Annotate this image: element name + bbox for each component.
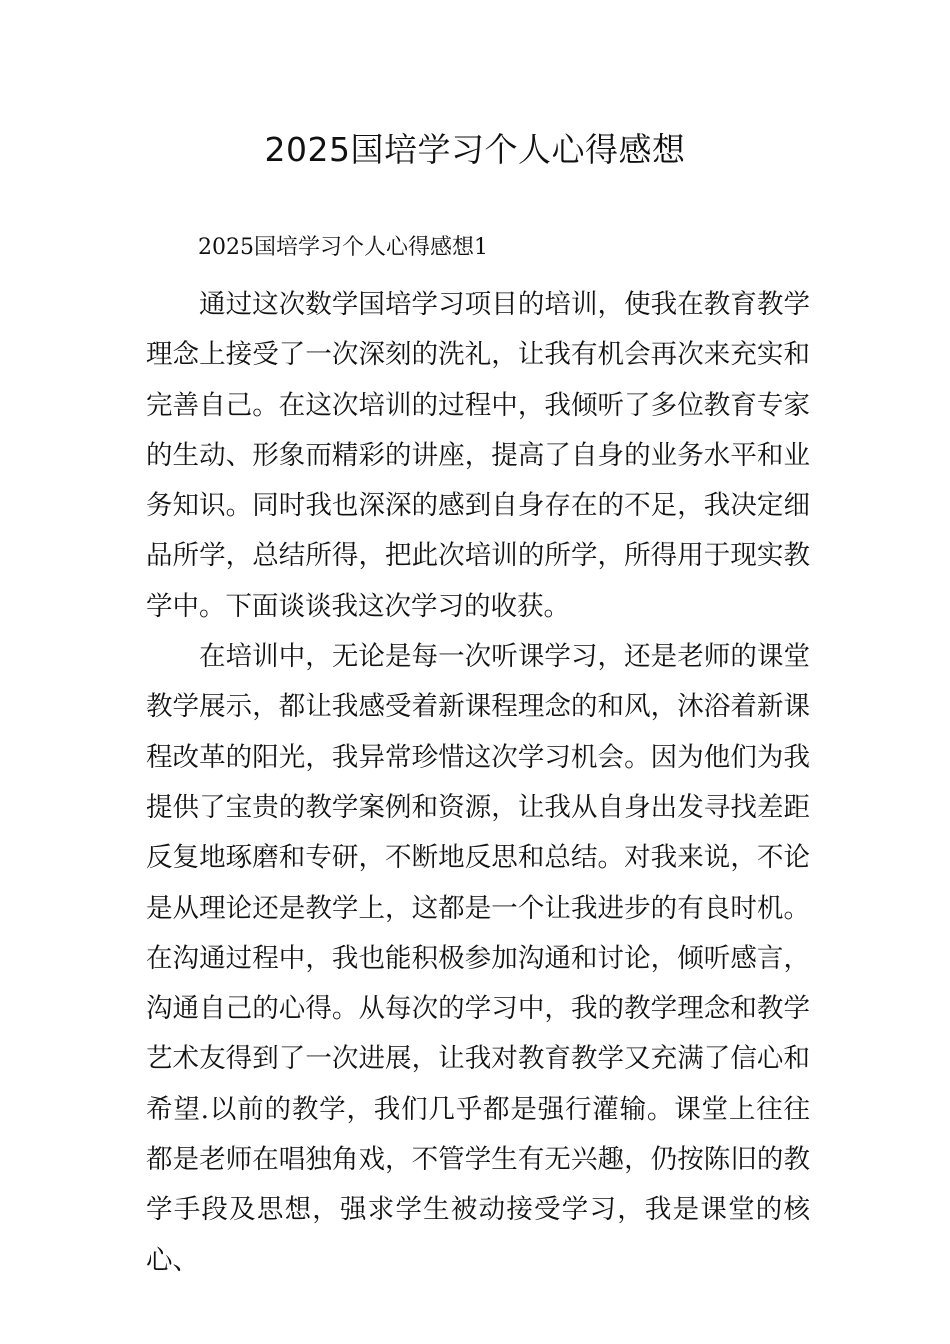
section-heading: 2025国培学习个人心得感想1 — [198, 235, 488, 260]
document-title: 2025国培学习个人心得感想 — [264, 130, 686, 169]
paragraph-1: 通过这次数学国培学习项目的培训，使我在教育教学理念上接受了一次深刻的洗礼，让我有机会再次来充实和完善自己。在这次培训的过程中，我倾听了多位教育专家的生动、形象而精彩的讲座，提高了自身的业务水平和业务知识。同时我也深深的感到自身存在的不足，我决定细品所学，总结所得，把此次培训的所学，所得用于现实教学中。下面谈谈我这次学习的收获。 — [146, 289, 810, 622]
document-body — [146, 230, 810, 1286]
paragraph-2: 在培训中，无论是每一次听课学习，还是老师的课堂教学展示，都让我感受着新课程理念的和风，沐浴着新课程改革的阳光，我异常珍惜这次学习机会。因为他们为我提供了宝贵的教学案例和资源，让我从自身出发寻找差距反复地琢磨和专研，不断地反思和总结。对我来说，不论是从理论还是教学上，这都是一个让我进步的有良时机。在沟通过程中，我也能积极参加沟通和讨论，倾听感言，沟通自己的心得。从每次的学习中，我的教学理念和教学艺术友得到了一次进展，让我对教育教学又充满了信心和希望.以前的教学，我们几乎都是强行灌输。课堂上往往都是老师在唱独角戏，不管学生有无兴趣，仍按陈旧的教学手段及思想，强求学生被动接受学习，我是课堂的核心、 — [146, 641, 810, 1276]
